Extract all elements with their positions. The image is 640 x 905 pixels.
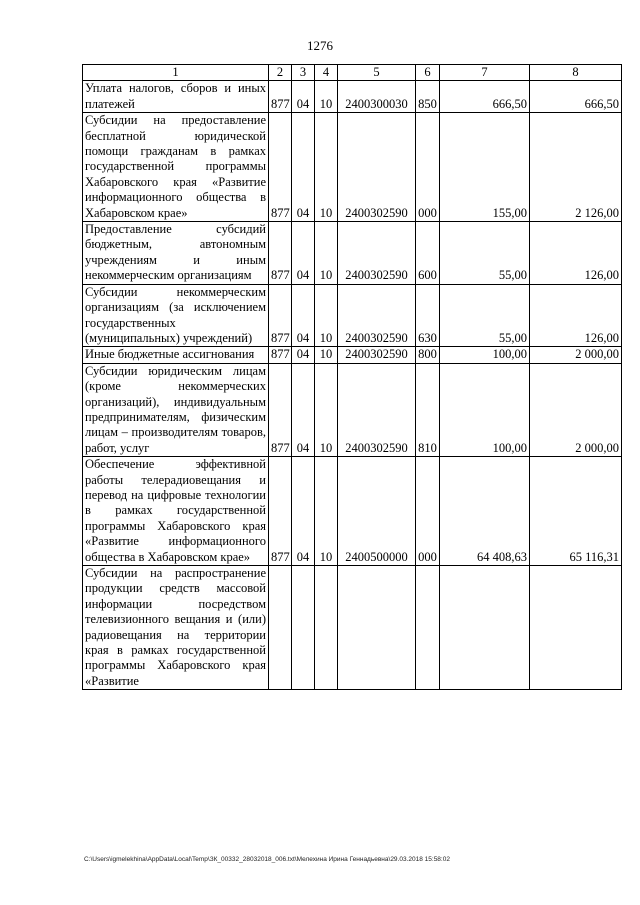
cell-amount-1: 100,00 (440, 363, 530, 456)
cell-admin-code: 877 (269, 284, 292, 347)
cell-subsection: 10 (315, 284, 338, 347)
cell-section (292, 566, 315, 690)
cell-section: 04 (292, 81, 315, 113)
table-row (83, 347, 622, 363)
cell-target-article: 2400300030 (338, 81, 416, 113)
column-header: 5 (338, 65, 416, 81)
cell-amount-1 (440, 566, 530, 690)
cell-amount-2: 126,00 (530, 284, 622, 347)
table-row (83, 81, 622, 113)
column-header: 8 (530, 65, 622, 81)
column-header: 6 (416, 65, 440, 81)
cell-admin-code (269, 566, 292, 690)
cell-amount-2 (530, 566, 622, 690)
table-row (83, 113, 622, 222)
cell-amount-2: 2 126,00 (530, 113, 622, 222)
cell-subsection: 10 (315, 347, 338, 363)
cell-amount-2: 666,50 (530, 81, 622, 113)
page-number: 1276 (307, 38, 333, 53)
cell-target-article: 2400302590 (338, 363, 416, 456)
cell-target-article: 2400500000 (338, 457, 416, 566)
cell-target-article (338, 566, 416, 690)
cell-amount-1: 155,00 (440, 113, 530, 222)
cell-admin-code: 877 (269, 347, 292, 363)
table-row (83, 284, 622, 347)
row-name: Субсидии некоммерческим организациям (за исключением государственных (муниципальных) учреждений) (83, 284, 269, 347)
row-name: Обеспечение эффективной работы телерадиовещания и перевод на цифровые технологии в рамках государственной программы Хабаровского края «Развитие информационного общества в Хабаровском крае» (83, 457, 269, 566)
cell-amount-1: 55,00 (440, 284, 530, 347)
column-header: 7 (440, 65, 530, 81)
cell-expense-type: 630 (416, 284, 440, 347)
cell-section: 04 (292, 363, 315, 456)
cell-target-article: 2400302590 (338, 284, 416, 347)
cell-subsection: 10 (315, 113, 338, 222)
cell-admin-code: 877 (269, 113, 292, 222)
cell-subsection (315, 566, 338, 690)
cell-section: 04 (292, 113, 315, 222)
cell-expense-type: 850 (416, 81, 440, 113)
cell-amount-1: 64 408,63 (440, 457, 530, 566)
cell-expense-type (416, 566, 440, 690)
row-name: Субсидии на предоставление бесплатной юридической помощи гражданам в рамках государственной программы Хабаровского края «Развитие информационного общества в Хабаровском крае» (83, 113, 269, 222)
cell-amount-2: 65 116,31 (530, 457, 622, 566)
row-name: Предоставление субсидий бюджетным, автономным учреждениям и иным некоммерческим организациям (83, 222, 269, 285)
cell-subsection: 10 (315, 457, 338, 566)
cell-section: 04 (292, 457, 315, 566)
column-header: 2 (269, 65, 292, 81)
cell-amount-2: 2 000,00 (530, 347, 622, 363)
cell-expense-type: 800 (416, 347, 440, 363)
header-row (83, 65, 622, 81)
cell-admin-code: 877 (269, 81, 292, 113)
cell-admin-code: 877 (269, 363, 292, 456)
column-header: 1 (83, 65, 269, 81)
cell-section: 04 (292, 347, 315, 363)
row-name: Иные бюджетные ассигнования (83, 347, 269, 363)
cell-amount-1: 100,00 (440, 347, 530, 363)
cell-amount-2: 2 000,00 (530, 363, 622, 456)
cell-admin-code: 877 (269, 222, 292, 285)
row-name: Субсидии на распространение продукции средств массовой информации посредством телевизионного вещания и (или) радиовещания на территории края в рамках государственной программы Хабаровского края «Развитие (83, 566, 269, 690)
table-row (83, 566, 622, 690)
cell-expense-type: 000 (416, 113, 440, 222)
column-header: 4 (315, 65, 338, 81)
cell-target-article: 2400302590 (338, 222, 416, 285)
file-path-footer: C:\Users\igmelekhina\AppData\Local\Temp\ЗК_00332_28032018_006.txt\Мелехина Ирина Геннадьевна\29.03.2018 15:58:02 (84, 856, 450, 863)
cell-section: 04 (292, 222, 315, 285)
cell-admin-code: 877 (269, 457, 292, 566)
cell-subsection: 10 (315, 81, 338, 113)
cell-amount-2: 126,00 (530, 222, 622, 285)
cell-expense-type: 000 (416, 457, 440, 566)
table-row (83, 222, 622, 285)
cell-expense-type: 600 (416, 222, 440, 285)
cell-target-article: 2400302590 (338, 113, 416, 222)
table-row (83, 363, 622, 456)
cell-subsection: 10 (315, 363, 338, 456)
cell-amount-1: 666,50 (440, 81, 530, 113)
cell-amount-1: 55,00 (440, 222, 530, 285)
budget-table (82, 64, 622, 690)
table-row (83, 457, 622, 566)
row-name: Субсидии юридическим лицам (кроме некоммерческих организаций), индивидуальным предпринимателям, физическим лицам – производителям товаров, работ, услуг (83, 363, 269, 456)
row-name: Уплата налогов, сборов и иных платежей (83, 81, 269, 113)
cell-expense-type: 810 (416, 363, 440, 456)
cell-section: 04 (292, 284, 315, 347)
cell-target-article: 2400302590 (338, 347, 416, 363)
cell-subsection: 10 (315, 222, 338, 285)
column-header: 3 (292, 65, 315, 81)
